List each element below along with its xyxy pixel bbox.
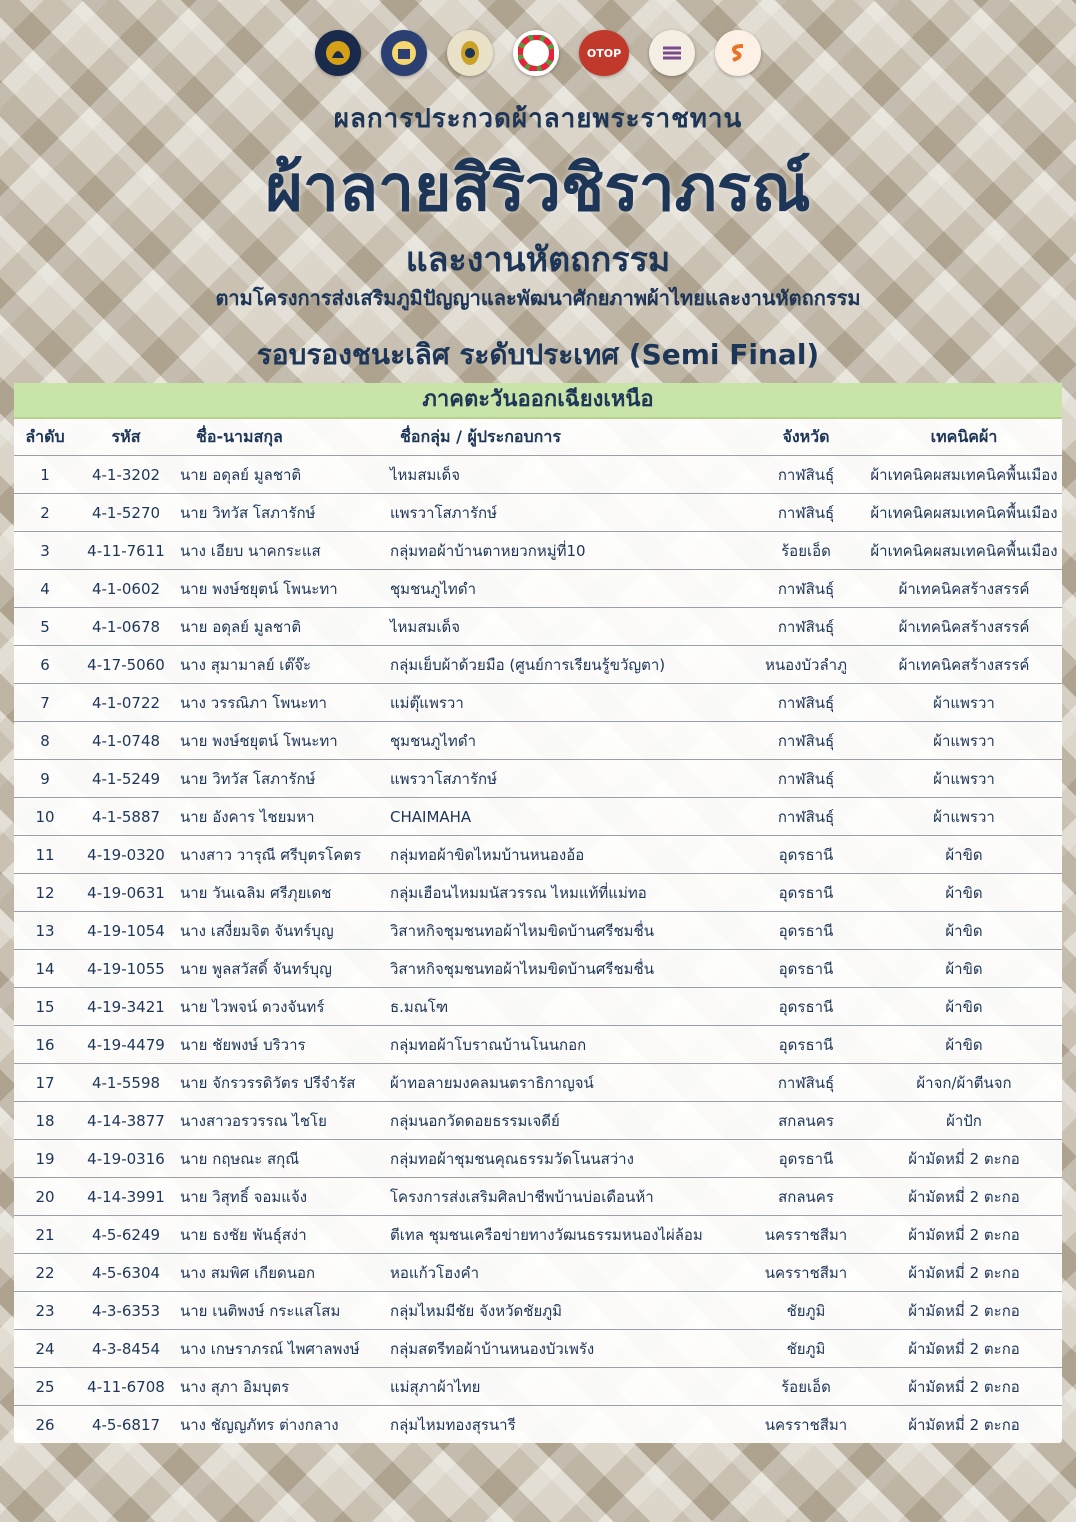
cell-num: 16 — [14, 1026, 76, 1064]
table-row — [14, 1140, 1062, 1178]
cell-group: กลุ่มทอผ้าชุมชนคุณธรรมวัดโนนสว่าง — [386, 1140, 746, 1178]
cell-code: 4-3-6353 — [76, 1292, 176, 1330]
cell-group: ผ้าทอลายมงคลมนตราธิกาญจน์ — [386, 1064, 746, 1102]
cell-technique: ผ้าเทคนิคสร้างสรรค์ — [866, 570, 1062, 608]
table-row — [14, 1368, 1062, 1406]
table-row — [14, 798, 1062, 836]
cell-province: อุดรธานี — [746, 912, 866, 950]
cell-group: กลุ่มทอผ้าโบราณบ้านโนนกอก — [386, 1026, 746, 1064]
table-row — [14, 836, 1062, 874]
cell-technique: ผ้าขิด — [866, 1026, 1062, 1064]
cell-name: นาย อดุลย์ มูลชาติ — [176, 456, 386, 494]
project-description: ตามโครงการส่งเสริมภูมิปัญญาและพัฒนาศักยภาพผ้าไทยและงานหัตถกรรม — [215, 286, 861, 310]
cell-province: หนองบัวลำภู — [746, 646, 866, 684]
cell-technique: ผ้ามัดหมี่ 2 ตะกอ — [866, 1216, 1062, 1254]
cell-technique: ผ้าเทคนิคผสมเทคนิคพื้นเมือง — [866, 456, 1062, 494]
cell-name: นาง ชัญญภัทร ต่างกลาง — [176, 1406, 386, 1444]
cell-num: 26 — [14, 1406, 76, 1444]
table-row — [14, 950, 1062, 988]
cell-name: นาย วิสุทธิ์ จอมแจ้ง — [176, 1178, 386, 1216]
cell-code: 4-5-6249 — [76, 1216, 176, 1254]
otop-logo-text: OTOP — [586, 46, 622, 60]
cell-technique: ผ้าเทคนิคสร้างสรรค์ — [866, 608, 1062, 646]
s-brand-logo-icon — [715, 30, 761, 76]
table-row — [14, 494, 1062, 532]
cell-group: วิสาหกิจชุมชนทอผ้าไหมขิดบ้านศรีชมชื่น — [386, 912, 746, 950]
cell-province: ร้อยเอ็ด — [746, 532, 866, 570]
garuda-emblem-icon — [315, 30, 361, 76]
cell-code: 4-19-0320 — [76, 836, 176, 874]
cell-name: นาง เสงี่ยมจิต จันทร์บุญ — [176, 912, 386, 950]
cell-num: 7 — [14, 684, 76, 722]
cell-province: กาฬสินธุ์ — [746, 494, 866, 532]
cell-group: ชุมชนภูไทดำ — [386, 570, 746, 608]
thai-fabric-logo-icon — [649, 30, 695, 76]
cell-technique: ผ้าแพรวา — [866, 760, 1062, 798]
cell-name: นาย ธงชัย พันธุ์สง่า — [176, 1216, 386, 1254]
cell-code: 4-17-5060 — [76, 646, 176, 684]
col-header-num: ลำดับ — [25, 426, 65, 446]
col-header-code: รหัส — [111, 426, 141, 446]
cell-province: นครราชสีมา — [746, 1216, 866, 1254]
cell-num: 17 — [14, 1064, 76, 1102]
cell-code: 4-1-5249 — [76, 760, 176, 798]
fabric-pattern-title: ผ้าลายสิริวชิราภรณ์ — [265, 152, 811, 226]
cell-name: นาย กฤษณะ สกุณี — [176, 1140, 386, 1178]
cell-num: 18 — [14, 1102, 76, 1140]
table-row — [14, 1064, 1062, 1102]
cell-name: นาย จักรวรรดิวัตร ปรีจำรัส — [176, 1064, 386, 1102]
cell-technique: ผ้าแพรวา — [866, 722, 1062, 760]
cell-code: 4-11-6708 — [76, 1368, 176, 1406]
cell-num: 14 — [14, 950, 76, 988]
cell-technique: ผ้ามัดหมี่ 2 ตะกอ — [866, 1406, 1062, 1444]
cell-num: 13 — [14, 912, 76, 950]
cell-province: อุดรธานี — [746, 874, 866, 912]
cell-technique: ผ้ามัดหมี่ 2 ตะกอ — [866, 1140, 1062, 1178]
cell-code: 4-5-6304 — [76, 1254, 176, 1292]
cell-name: นาย ชัยพงษ์ บริวาร — [176, 1026, 386, 1064]
cell-province: อุดรธานี — [746, 1140, 866, 1178]
cell-group: กลุ่มสตรีทอผ้าบ้านหนองบัวเพรัง — [386, 1330, 746, 1368]
cell-num: 11 — [14, 836, 76, 874]
cell-technique: ผ้ามัดหมี่ 2 ตะกอ — [866, 1254, 1062, 1292]
cell-num: 12 — [14, 874, 76, 912]
cell-province: กาฬสินธุ์ — [746, 798, 866, 836]
cell-num: 15 — [14, 988, 76, 1026]
col-header-province: จังหวัด — [782, 426, 830, 446]
cell-group: กลุ่มไหมมีชัย จังหวัดชัยภูมิ — [386, 1292, 746, 1330]
table-header-row — [14, 419, 1062, 456]
handicraft-subtitle: และงานหัตถกรรม — [405, 240, 671, 280]
cell-province: กาฬสินธุ์ — [746, 1064, 866, 1102]
cell-province: อุดรธานี — [746, 1026, 866, 1064]
cell-group: แพรวาโสภารักษ์ — [386, 760, 746, 798]
table-row — [14, 608, 1062, 646]
cell-code: 4-1-5598 — [76, 1064, 176, 1102]
cell-code: 4-19-0631 — [76, 874, 176, 912]
table-row — [14, 1216, 1062, 1254]
table-row — [14, 874, 1062, 912]
cell-code: 4-3-8454 — [76, 1330, 176, 1368]
cell-name: นางสาวอรวรรณ ไชโย — [176, 1102, 386, 1140]
region-heading: ภาคตะวันออกเฉียงเหนือ — [14, 383, 1062, 419]
cell-technique: ผ้าจก/ผ้าตีนจก — [866, 1064, 1062, 1102]
cell-num: 9 — [14, 760, 76, 798]
cell-code: 4-11-7611 — [76, 532, 176, 570]
cell-code: 4-1-5270 — [76, 494, 176, 532]
cell-group: กลุ่มไหมทองสุรนารี — [386, 1406, 746, 1444]
cell-province: นครราชสีมา — [746, 1406, 866, 1444]
cell-group: CHAIMAHA — [386, 798, 746, 836]
cell-province: ชัยภูมิ — [746, 1330, 866, 1368]
cell-technique: ผ้าขิด — [866, 950, 1062, 988]
cell-group: ไหมสมเด็จ — [386, 456, 746, 494]
cell-group: กลุ่มทอผ้าบ้านตาหยวกหมู่ที่10 — [386, 532, 746, 570]
table-row — [14, 532, 1062, 570]
cell-group: กลุ่มนอกวัดดอยธรรมเจดีย์ — [386, 1102, 746, 1140]
cell-group: ธ.มณโฑ — [386, 988, 746, 1026]
cell-technique: ผ้าเทคนิคผสมเทคนิคพื้นเมือง — [866, 532, 1062, 570]
cell-code: 4-19-1055 — [76, 950, 176, 988]
cell-code: 4-5-6817 — [76, 1406, 176, 1444]
cell-num: 8 — [14, 722, 76, 760]
cell-technique: ผ้ามัดหมี่ 2 ตะกอ — [866, 1292, 1062, 1330]
cell-province: อุดรธานี — [746, 836, 866, 874]
cell-name: นาย ไวพจน์ ดวงจันทร์ — [176, 988, 386, 1026]
cell-province: กาฬสินธุ์ — [746, 456, 866, 494]
sdg-wheel-icon — [513, 30, 559, 76]
cell-code: 4-19-0316 — [76, 1140, 176, 1178]
cell-name: นาย พงษ์ชยุตน์ โพนะทา — [176, 570, 386, 608]
cell-province: กาฬสินธุ์ — [746, 684, 866, 722]
col-header-name: ชื่อ-นามสกุล — [196, 426, 283, 446]
table-row — [14, 722, 1062, 760]
cell-technique: ผ้าแพรวา — [866, 684, 1062, 722]
cell-num: 21 — [14, 1216, 76, 1254]
cell-province: สกลนคร — [746, 1102, 866, 1140]
cell-group: โครงการส่งเสริมศิลปาชีพบ้านบ่อเดือนห้า — [386, 1178, 746, 1216]
cell-name: นาง เกษราภรณ์ ไพศาลพงษ์ — [176, 1330, 386, 1368]
cell-num: 20 — [14, 1178, 76, 1216]
cell-technique: ผ้าขิด — [866, 912, 1062, 950]
cell-code: 4-14-3991 — [76, 1178, 176, 1216]
cell-name: นาง สุภา อิมบุตร — [176, 1368, 386, 1406]
cell-group: วิสาหกิจชุมชนทอผ้าไหมขิดบ้านศรีชมชื่น — [386, 950, 746, 988]
table-row — [14, 988, 1062, 1026]
round-title: รอบรองชนะเลิศ ระดับประเทศ (Semi Final) — [256, 338, 820, 371]
cell-code: 4-19-4479 — [76, 1026, 176, 1064]
cell-num: 23 — [14, 1292, 76, 1330]
cell-group: แม่ตุ๊แพรวา — [386, 684, 746, 722]
table-row — [14, 1406, 1062, 1444]
cell-name: นาย อดุลย์ มูลชาติ — [176, 608, 386, 646]
cell-group: กลุ่มเฮือนไหมมนัสวรรณ ไหมแท้ที่แม่ทอ — [386, 874, 746, 912]
table-row — [14, 760, 1062, 798]
cell-province: อุดรธานี — [746, 988, 866, 1026]
cell-name: นาย พูลสวัสดิ์ จันทร์บุญ — [176, 950, 386, 988]
cell-num: 1 — [14, 456, 76, 494]
cell-province: กาฬสินธุ์ — [746, 760, 866, 798]
cell-province: ร้อยเอ็ด — [746, 1368, 866, 1406]
table-row — [14, 1026, 1062, 1064]
cell-num: 5 — [14, 608, 76, 646]
cell-num: 22 — [14, 1254, 76, 1292]
logo-row — [0, 30, 1076, 86]
cell-code: 4-1-0748 — [76, 722, 176, 760]
cell-num: 19 — [14, 1140, 76, 1178]
cell-code: 4-1-0678 — [76, 608, 176, 646]
table-row — [14, 1330, 1062, 1368]
cell-num: 6 — [14, 646, 76, 684]
cell-name: นาย วิทวัส โสภารักษ์ — [176, 494, 386, 532]
cell-group: กลุ่มเย็บผ้าด้วยมือ (ศูนย์การเรียนรู้ขวัญตา) — [386, 646, 746, 684]
cell-technique: ผ้าขิด — [866, 874, 1062, 912]
cell-technique: ผ้าขิด — [866, 836, 1062, 874]
cell-name: นาย เนติพงษ์ กระแสโสม — [176, 1292, 386, 1330]
table-row — [14, 912, 1062, 950]
ministry-seal-icon — [381, 30, 427, 76]
cell-group: แม่สุภาผ้าไทย — [386, 1368, 746, 1406]
cell-name: นาง สุมามาลย์ เต๊จ๊ะ — [176, 646, 386, 684]
cell-technique: ผ้าแพรวา — [866, 798, 1062, 836]
cell-technique: ผ้ามัดหมี่ 2 ตะกอ — [866, 1178, 1062, 1216]
cell-technique: ผ้ามัดหมี่ 2 ตะกอ — [866, 1330, 1062, 1368]
cell-group: ไหมสมเด็จ — [386, 608, 746, 646]
cell-num: 4 — [14, 570, 76, 608]
cell-technique: ผ้าเทคนิคสร้างสรรค์ — [866, 646, 1062, 684]
cell-province: อุดรธานี — [746, 950, 866, 988]
cell-province: นครราชสีมา — [746, 1254, 866, 1292]
cell-province: สกลนคร — [746, 1178, 866, 1216]
col-header-group: ชื่อกลุ่ม / ผู้ประกอบการ — [400, 426, 561, 446]
cell-num: 3 — [14, 532, 76, 570]
cell-group: ตีเทล ชุมชนเครือข่ายทางวัฒนธรรมหนองไผ่ล้อม — [386, 1216, 746, 1254]
cell-province: กาฬสินธุ์ — [746, 570, 866, 608]
table-row — [14, 1292, 1062, 1330]
cell-name: นาย วันเฉลิม ศรีภุยเดช — [176, 874, 386, 912]
results-table — [14, 419, 1062, 1443]
cell-code: 4-1-5887 — [76, 798, 176, 836]
cell-name: นางสาว วารุณี ศรีบุตรโคตร — [176, 836, 386, 874]
cell-code: 4-19-1054 — [76, 912, 176, 950]
table-row — [14, 1102, 1062, 1140]
cell-group: แพรวาโสภารักษ์ — [386, 494, 746, 532]
cell-technique: ผ้าปัก — [866, 1102, 1062, 1140]
table-row — [14, 1254, 1062, 1292]
cell-num: 10 — [14, 798, 76, 836]
cell-name: นาง สมพิศ เกียดนอก — [176, 1254, 386, 1292]
cell-num: 2 — [14, 494, 76, 532]
cell-technique: ผ้ามัดหมี่ 2 ตะกอ — [866, 1368, 1062, 1406]
col-header-technique: เทคนิคผ้า — [930, 426, 998, 446]
table-row — [14, 684, 1062, 722]
contest-title: ผลการประกวดผ้าลายพระราชทาน — [333, 104, 743, 134]
cell-code: 4-19-3421 — [76, 988, 176, 1026]
cell-technique: ผ้าขิด — [866, 988, 1062, 1026]
table-row — [14, 570, 1062, 608]
table-row — [14, 646, 1062, 684]
cell-code: 4-1-3202 — [76, 456, 176, 494]
cell-group: ชุมชนภูไทดำ — [386, 722, 746, 760]
cell-name: นาย อังคาร ไชยมหา — [176, 798, 386, 836]
results-panel — [14, 383, 1062, 1443]
otop-logo-icon — [579, 30, 629, 76]
cell-name: นาง วรรณิภา โพนะทา — [176, 684, 386, 722]
cell-num: 25 — [14, 1368, 76, 1406]
cell-name: นาย พงษ์ชยุตน์ โพนะทา — [176, 722, 386, 760]
cell-name: นาง เอียบ นาคกระแส — [176, 532, 386, 570]
cell-code: 4-1-0602 — [76, 570, 176, 608]
cell-province: กาฬสินธุ์ — [746, 608, 866, 646]
cell-num: 24 — [14, 1330, 76, 1368]
cell-name: นาย วิทวัส โสภารักษ์ — [176, 760, 386, 798]
cell-group: กลุ่มทอผ้าขิดไหมบ้านหนองอ้อ — [386, 836, 746, 874]
cell-technique: ผ้าเทคนิคผสมเทคนิคพื้นเมือง — [866, 494, 1062, 532]
cell-code: 4-14-3877 — [76, 1102, 176, 1140]
royal-crest-icon — [447, 30, 493, 76]
cell-province: ชัยภูมิ — [746, 1292, 866, 1330]
cell-group: หอแก้วโฮงคำ — [386, 1254, 746, 1292]
cell-code: 4-1-0722 — [76, 684, 176, 722]
table-row — [14, 1178, 1062, 1216]
cell-province: กาฬสินธุ์ — [746, 722, 866, 760]
table-row — [14, 456, 1062, 494]
